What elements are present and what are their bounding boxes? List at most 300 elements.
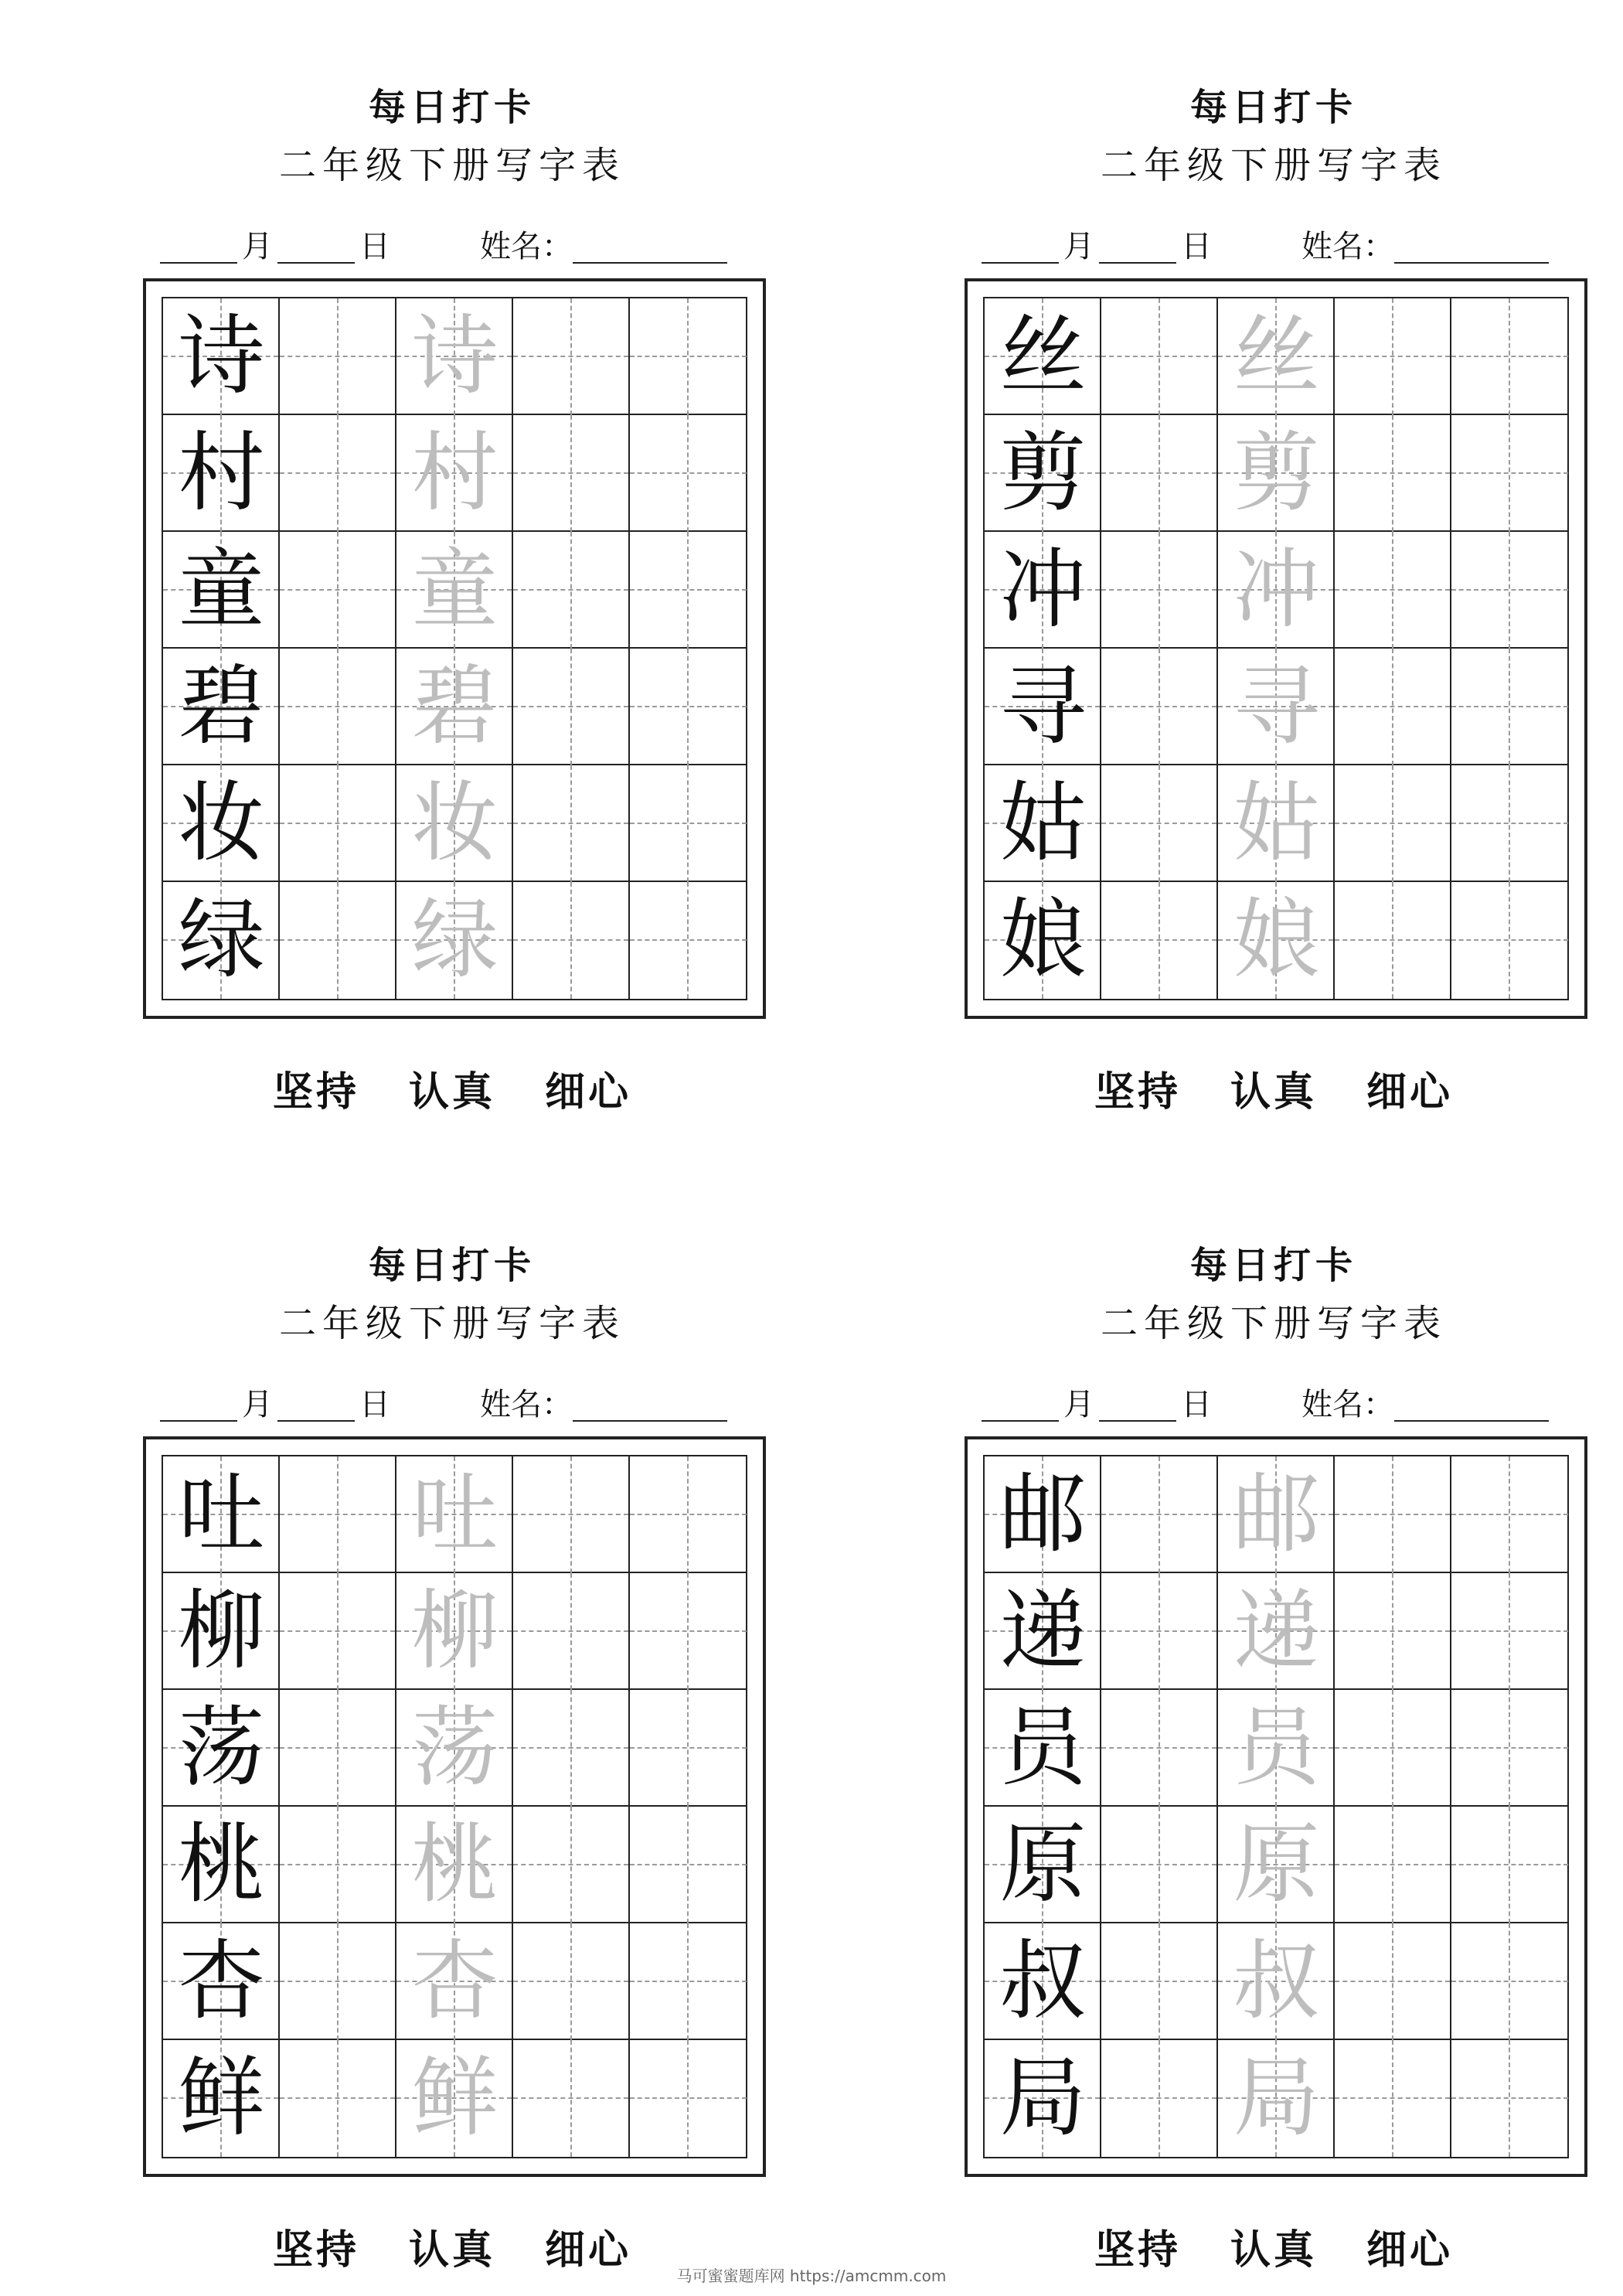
guide-line-vertical (687, 1807, 689, 1923)
trace-character-cell (396, 1923, 513, 2040)
guide-line-vertical (1392, 532, 1393, 649)
practice-cell[interactable] (1101, 1807, 1218, 1923)
guide-line-vertical (1392, 298, 1393, 415)
motto-word: 细心 (1366, 2226, 1454, 2274)
guide-line-vertical (570, 765, 572, 882)
guide-line-vertical (1159, 532, 1160, 649)
model-character: 娘 (999, 890, 1087, 990)
model-character: 童 (178, 540, 265, 640)
motto-word: 坚持 (1094, 1068, 1181, 1116)
model-character-cell (985, 532, 1101, 649)
practice-cell[interactable] (280, 1923, 396, 2040)
practice-cell[interactable] (1335, 2040, 1451, 2157)
trace-character-cell (396, 765, 513, 882)
trace-character: 局 (1233, 2048, 1320, 2148)
model-character-cell (163, 415, 280, 532)
practice-cell[interactable] (630, 1573, 747, 1690)
month-label: 月 (1063, 1387, 1094, 1422)
guide-line-vertical (570, 1923, 572, 2040)
guide-line-vertical (337, 649, 339, 765)
model-character: 鲜 (178, 2048, 265, 2148)
guide-line-vertical (1509, 298, 1510, 415)
practice-cell[interactable] (513, 415, 630, 532)
guide-line-vertical (337, 1690, 339, 1807)
guide-line-vertical (1509, 2040, 1510, 2157)
practice-cell[interactable] (1451, 415, 1568, 532)
practice-cell[interactable] (1451, 1923, 1568, 2040)
model-character-cell (985, 1573, 1101, 1690)
guide-line-vertical (687, 415, 689, 532)
guide-line-vertical (1509, 1807, 1510, 1923)
guide-line-vertical (337, 1807, 339, 1923)
practice-cell[interactable] (1101, 882, 1218, 999)
model-character-cell (163, 298, 280, 415)
practice-cell[interactable] (630, 298, 747, 415)
trace-character-cell (396, 1456, 513, 1573)
model-character-cell (163, 765, 280, 882)
practice-cell[interactable] (1101, 1690, 1218, 1807)
practice-cell[interactable] (1101, 2040, 1218, 2157)
model-character: 妆 (178, 773, 265, 874)
trace-character: 吐 (411, 1464, 498, 1565)
guide-line-vertical (687, 649, 689, 765)
grid-row (985, 298, 1567, 415)
practice-cell[interactable] (280, 882, 396, 999)
grid-row (985, 765, 1567, 882)
card-subtitle: 二年级下册写字表 (1100, 1302, 1447, 1345)
card-motto (926, 1059, 1621, 1117)
month-label: 月 (1063, 229, 1094, 264)
guide-line-vertical (687, 1456, 689, 1573)
guide-line-vertical (687, 765, 689, 882)
model-character: 桃 (178, 1814, 265, 1915)
day-label: 日 (1181, 1387, 1212, 1422)
trace-character: 鲜 (411, 2048, 498, 2148)
practice-cell[interactable] (1335, 1573, 1451, 1690)
guide-line-vertical (1159, 2040, 1160, 2157)
day-blank[interactable] (277, 1386, 355, 1422)
guide-line-vertical (570, 532, 572, 649)
motto-word: 认真 (1230, 2226, 1317, 2274)
practice-cell[interactable] (1335, 649, 1451, 765)
card-title: 每日打卡 (368, 1244, 536, 1287)
practice-cell[interactable] (513, 1573, 630, 1690)
day-blank[interactable] (1099, 228, 1176, 264)
trace-character: 妆 (411, 773, 498, 874)
trace-character-cell (1218, 1923, 1335, 2040)
model-character: 杏 (178, 1931, 265, 2032)
practice-cell[interactable] (280, 1573, 396, 1690)
practice-cell[interactable] (1451, 1573, 1568, 1690)
name-label: 姓名： (1301, 229, 1394, 264)
practice-cell[interactable] (630, 882, 747, 999)
practice-cell[interactable] (280, 298, 396, 415)
guide-line-vertical (337, 1573, 339, 1690)
model-character-cell (985, 1923, 1101, 2040)
guide-line-vertical (337, 532, 339, 649)
trace-character-cell (1218, 1573, 1335, 1690)
guide-line-vertical (687, 882, 689, 999)
grid-row (985, 415, 1567, 532)
practice-cell[interactable] (280, 765, 396, 882)
trace-character: 剪 (1233, 423, 1320, 523)
trace-character: 递 (1233, 1581, 1320, 1681)
model-character: 局 (999, 2048, 1087, 2148)
model-character-cell (163, 2040, 280, 2157)
model-character-cell (163, 1923, 280, 2040)
trace-character: 杏 (411, 1931, 498, 2032)
name-blank[interactable] (1394, 1386, 1549, 1422)
guide-line-vertical (1392, 1456, 1393, 1573)
trace-character-cell (396, 415, 513, 532)
practice-cell[interactable] (280, 2040, 396, 2157)
card-subtitle: 二年级下册写字表 (278, 1302, 625, 1345)
month-blank[interactable] (160, 228, 237, 264)
trace-character-cell (1218, 1807, 1335, 1923)
motto-word: 坚持 (272, 2226, 359, 2274)
guide-line-vertical (570, 415, 572, 532)
practice-card (104, 1204, 800, 2287)
guide-line-vertical (1392, 1923, 1393, 2040)
trace-character: 村 (411, 423, 498, 523)
day-blank[interactable] (1099, 1386, 1176, 1422)
trace-character-cell (1218, 2040, 1335, 2157)
model-character-cell (985, 882, 1101, 999)
practice-cell[interactable] (1101, 649, 1218, 765)
month-blank[interactable] (982, 1386, 1059, 1422)
guide-line-vertical (1392, 1573, 1393, 1690)
trace-character: 叔 (1233, 1931, 1320, 2032)
grid-row (163, 2040, 746, 2157)
grid-row (163, 765, 746, 882)
trace-character-cell (1218, 882, 1335, 999)
model-character-cell (985, 298, 1101, 415)
practice-cell[interactable] (1335, 1807, 1451, 1923)
practice-cell[interactable] (630, 649, 747, 765)
day-label: 日 (1181, 229, 1212, 264)
practice-cell[interactable] (1451, 882, 1568, 999)
trace-character-cell (1218, 765, 1335, 882)
practice-cell[interactable] (280, 1690, 396, 1807)
model-character: 递 (999, 1581, 1087, 1681)
grid-row (163, 1573, 746, 1690)
guide-line-vertical (687, 1690, 689, 1807)
guide-line-vertical (1509, 1456, 1510, 1573)
grid-row (985, 1807, 1567, 1923)
month-label: 月 (242, 229, 273, 264)
trace-character: 娘 (1233, 890, 1320, 990)
practice-cell[interactable] (280, 1456, 396, 1573)
model-character-cell (985, 1690, 1101, 1807)
grid-row (163, 298, 746, 415)
model-character-cell (163, 649, 280, 765)
model-character-cell (985, 765, 1101, 882)
writing-grid (983, 297, 1569, 1000)
grid-row (163, 1456, 746, 1573)
writing-grid-frame (965, 278, 1587, 1019)
grid-row (163, 532, 746, 649)
card-subtitle: 二年级下册写字表 (278, 144, 625, 187)
model-character: 员 (999, 1698, 1087, 1798)
practice-cell[interactable] (280, 532, 396, 649)
model-character-cell (163, 1690, 280, 1807)
practice-cell[interactable] (1335, 298, 1451, 415)
practice-cell[interactable] (630, 1923, 747, 2040)
grid-row (163, 1690, 746, 1807)
name-blank[interactable] (1394, 228, 1549, 264)
practice-cell[interactable] (1335, 415, 1451, 532)
guide-line-vertical (1159, 1573, 1160, 1690)
model-character: 柳 (178, 1581, 265, 1681)
practice-cell[interactable] (1335, 882, 1451, 999)
practice-cell[interactable] (1101, 765, 1218, 882)
trace-character: 冲 (1233, 540, 1320, 640)
guide-line-vertical (1159, 1456, 1160, 1573)
guide-line-vertical (1159, 415, 1160, 532)
guide-line-vertical (1159, 1923, 1160, 2040)
guide-line-vertical (1159, 1807, 1160, 1923)
motto-word: 细心 (1366, 1068, 1454, 1116)
practice-cell[interactable] (280, 649, 396, 765)
practice-cell[interactable] (630, 765, 747, 882)
grid-row (163, 1807, 746, 1923)
guide-line-vertical (570, 2040, 572, 2157)
month-blank[interactable] (982, 228, 1059, 264)
writing-grid-frame (965, 1436, 1587, 2177)
practice-cell[interactable] (513, 1923, 630, 2040)
trace-character-cell (396, 1573, 513, 1690)
practice-cell[interactable] (1101, 1923, 1218, 2040)
practice-cell[interactable] (1451, 532, 1568, 649)
writing-grid-frame (143, 1436, 766, 2177)
model-character-cell (985, 1456, 1101, 1573)
practice-cell[interactable] (280, 1807, 396, 1923)
model-character: 姑 (999, 773, 1087, 874)
practice-card (926, 1204, 1621, 2287)
practice-cell[interactable] (513, 2040, 630, 2157)
practice-cell[interactable] (1451, 649, 1568, 765)
guide-line-vertical (1392, 1807, 1393, 1923)
writing-grid (162, 297, 747, 1000)
practice-cell[interactable] (513, 765, 630, 882)
guide-line-vertical (1159, 298, 1160, 415)
grid-row (163, 882, 746, 999)
practice-cell[interactable] (1451, 1456, 1568, 1573)
practice-cell[interactable] (1335, 532, 1451, 649)
trace-character-cell (396, 1807, 513, 1923)
name-label: 姓名： (480, 229, 573, 264)
card-subtitle: 二年级下册写字表 (1100, 144, 1447, 187)
model-character-cell (163, 1807, 280, 1923)
guide-line-vertical (1509, 532, 1510, 649)
month-blank[interactable] (160, 1386, 237, 1422)
guide-line-vertical (1509, 882, 1510, 999)
guide-line-vertical (1509, 1690, 1510, 1807)
practice-cell[interactable] (513, 1456, 630, 1573)
model-character: 荡 (178, 1698, 265, 1798)
practice-cell[interactable] (280, 415, 396, 532)
motto-word: 坚持 (272, 1068, 359, 1116)
guide-line-vertical (570, 1807, 572, 1923)
trace-character: 诗 (411, 306, 498, 407)
guide-line-vertical (1509, 1573, 1510, 1690)
trace-character-cell (396, 298, 513, 415)
motto-word: 认真 (1230, 1068, 1317, 1116)
guide-line-vertical (337, 1923, 339, 2040)
name-blank[interactable] (573, 1386, 727, 1422)
practice-cell[interactable] (1101, 532, 1218, 649)
trace-character: 员 (1233, 1698, 1320, 1798)
guide-line-vertical (1509, 765, 1510, 882)
motto-word: 细心 (545, 2226, 632, 2274)
trace-character: 童 (411, 540, 498, 640)
guide-line-vertical (1392, 1690, 1393, 1807)
grid-row (985, 882, 1567, 999)
practice-card (926, 46, 1621, 1129)
trace-character: 丝 (1233, 306, 1320, 407)
practice-cell[interactable] (1335, 1690, 1451, 1807)
model-character: 绿 (178, 890, 265, 990)
practice-cell[interactable] (630, 532, 747, 649)
model-character: 诗 (178, 306, 265, 407)
model-character-cell (985, 649, 1101, 765)
trace-character: 邮 (1233, 1464, 1320, 1565)
grid-row (985, 532, 1567, 649)
practice-cell[interactable] (1335, 1923, 1451, 2040)
practice-cell[interactable] (1451, 298, 1568, 415)
guide-line-vertical (570, 1456, 572, 1573)
writing-grid (983, 1455, 1569, 2158)
name-blank[interactable] (573, 228, 727, 264)
writing-grid-frame (143, 278, 766, 1019)
model-character: 冲 (999, 540, 1087, 640)
grid-row (163, 1923, 746, 2040)
practice-cell[interactable] (1451, 1690, 1568, 1807)
grid-row (985, 1456, 1567, 1573)
trace-character-cell (1218, 298, 1335, 415)
day-blank[interactable] (277, 228, 355, 264)
site-watermark: 马可蜜蜜题库网 https://amcmm.com (676, 2267, 947, 2285)
guide-line-vertical (570, 649, 572, 765)
practice-cell[interactable] (1451, 1807, 1568, 1923)
trace-character: 寻 (1233, 656, 1320, 757)
practice-cell[interactable] (1101, 298, 1218, 415)
card-title: 每日打卡 (1189, 86, 1357, 129)
practice-cell[interactable] (1101, 1456, 1218, 1573)
grid-row (985, 1923, 1567, 2040)
model-character: 邮 (999, 1464, 1087, 1565)
grid-row (163, 649, 746, 765)
model-character-cell (985, 1807, 1101, 1923)
practice-cell[interactable] (1335, 765, 1451, 882)
guide-line-vertical (1509, 649, 1510, 765)
grid-row (985, 2040, 1567, 2157)
guide-line-vertical (1392, 415, 1393, 532)
name-label: 姓名： (1301, 1387, 1394, 1422)
practice-cell[interactable] (1101, 415, 1218, 532)
practice-cell[interactable] (513, 298, 630, 415)
guide-line-vertical (1509, 415, 1510, 532)
guide-line-vertical (337, 882, 339, 999)
trace-character-cell (1218, 1456, 1335, 1573)
grid-row (985, 1573, 1567, 1690)
practice-cell[interactable] (513, 532, 630, 649)
guide-line-vertical (687, 1923, 689, 2040)
guide-line-vertical (687, 2040, 689, 2157)
practice-cell[interactable] (1101, 1573, 1218, 1690)
trace-character: 绿 (411, 890, 498, 990)
practice-cell[interactable] (513, 882, 630, 999)
guide-line-vertical (337, 2040, 339, 2157)
guide-line-vertical (687, 298, 689, 415)
model-character-cell (163, 1573, 280, 1690)
motto-word: 认真 (408, 1068, 495, 1116)
date-name-line (160, 1378, 727, 1422)
model-character-cell (163, 532, 280, 649)
model-character-cell (985, 2040, 1101, 2157)
practice-cell[interactable] (630, 415, 747, 532)
guide-line-vertical (1392, 2040, 1393, 2157)
trace-character-cell (396, 1690, 513, 1807)
month-label: 月 (242, 1387, 273, 1422)
day-label: 日 (359, 1387, 390, 1422)
trace-character-cell (396, 882, 513, 999)
model-character-cell (163, 882, 280, 999)
model-character: 碧 (178, 656, 265, 757)
model-character-cell (163, 1456, 280, 1573)
guide-line-vertical (1159, 882, 1160, 999)
guide-line-vertical (1159, 1690, 1160, 1807)
writing-grid (162, 1455, 747, 2158)
practice-cell[interactable] (1335, 1456, 1451, 1573)
guide-line-vertical (687, 1573, 689, 1690)
guide-line-vertical (337, 765, 339, 882)
model-character-cell (985, 415, 1101, 532)
card-motto (104, 1059, 800, 1117)
trace-character-cell (1218, 532, 1335, 649)
practice-cell[interactable] (513, 1690, 630, 1807)
model-character: 寻 (999, 656, 1087, 757)
practice-cell[interactable] (630, 1456, 747, 1573)
practice-cell[interactable] (513, 1807, 630, 1923)
practice-cell[interactable] (630, 2040, 747, 2157)
guide-line-vertical (1509, 1923, 1510, 2040)
practice-cell[interactable] (513, 649, 630, 765)
date-name-line (982, 1378, 1549, 1422)
grid-row (985, 649, 1567, 765)
model-character: 丝 (999, 306, 1087, 407)
trace-character-cell (396, 532, 513, 649)
model-character: 叔 (999, 1931, 1087, 2032)
date-name-line (982, 220, 1549, 264)
practice-cell[interactable] (1451, 765, 1568, 882)
trace-character-cell (396, 2040, 513, 2157)
trace-character: 桃 (411, 1814, 498, 1915)
trace-character-cell (1218, 649, 1335, 765)
guide-line-vertical (1392, 765, 1393, 882)
model-character: 村 (178, 423, 265, 523)
practice-cell[interactable] (630, 1690, 747, 1807)
guide-line-vertical (570, 1690, 572, 1807)
trace-character: 柳 (411, 1581, 498, 1681)
practice-cell[interactable] (1451, 2040, 1568, 2157)
guide-line-vertical (337, 298, 339, 415)
trace-character-cell (396, 649, 513, 765)
practice-card (104, 46, 800, 1129)
guide-line-vertical (1392, 649, 1393, 765)
practice-cell[interactable] (630, 1807, 747, 1923)
model-character: 原 (999, 1814, 1087, 1915)
